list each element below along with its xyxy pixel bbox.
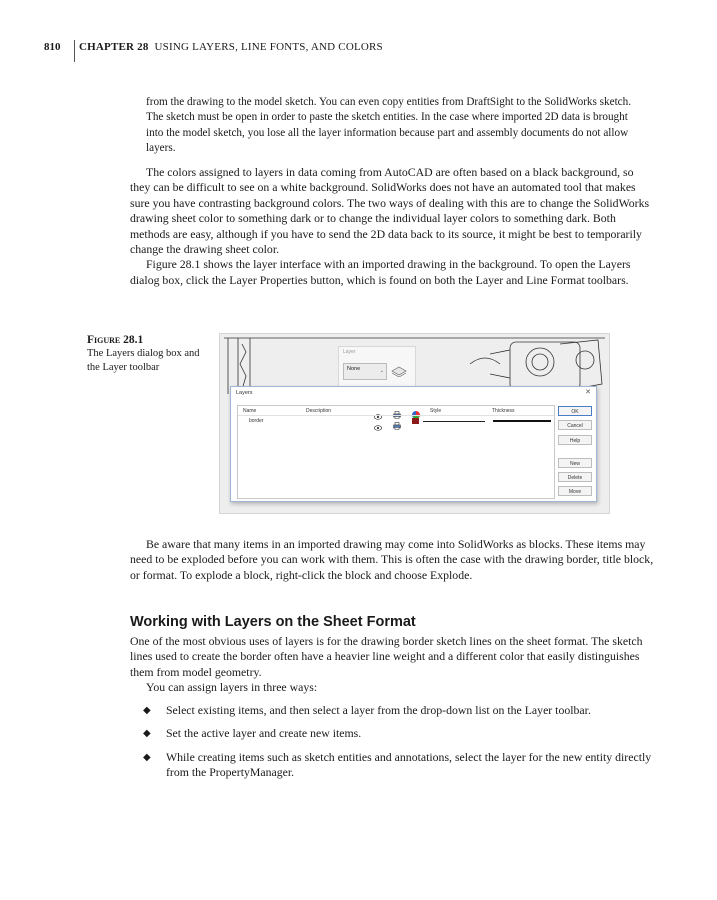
row-visibility-icon[interactable]: [374, 418, 382, 436]
list-item: [130, 726, 654, 741]
figure-caption: [87, 333, 207, 375]
column-description[interactable]: Description: [306, 408, 332, 414]
layer-properties-icon[interactable]: [391, 365, 407, 377]
delete-button[interactable]: Delete: [558, 472, 592, 482]
body-text-section: [130, 634, 654, 696]
ok-button[interactable]: OK: [558, 406, 592, 416]
paragraph-colors: The colors assigned to layers in data coming from AutoCAD are often based on a black background, so they can be difficult to see on a white background. SolidWorks does not have an automated tool that makes sure you have contrasting background colors. The two ways of dealing with this are to change the SolidWorks drawing sheet color to something dark or to change the individual layer colors to something dark. Both methods are easy, although if you have to send the 2D data back to its source, it might be best to temporarily change the drawing sheet color.: [130, 165, 650, 257]
section-heading: Working with Layers on the Sheet Format: [130, 614, 416, 630]
figure-layers-screenshot: [219, 333, 610, 514]
column-thickness[interactable]: Thickness: [492, 408, 515, 414]
list-item-text: Select existing items, and then select a layer from the drop-down list on the Layer toolbar.: [166, 703, 591, 717]
chapter-label: CHAPTER 28: [79, 41, 149, 53]
diamond-bullet-icon: ◆: [143, 705, 151, 716]
header-divider: [74, 40, 75, 62]
layers-dialog: [230, 386, 597, 502]
layer-dropdown[interactable]: [343, 363, 387, 380]
chevron-down-icon: ⌄: [379, 368, 384, 374]
layer-list: [237, 405, 555, 499]
row-style-line[interactable]: [423, 421, 485, 422]
layer-row-name[interactable]: border: [249, 418, 264, 424]
list-item-text: Set the active layer and create new items.: [166, 726, 362, 741]
paragraph-assign: You can assign layers in three ways:: [146, 680, 318, 695]
note-text: from the drawing to the model sketch. You can even copy entities from DraftSight to the SolidWorks sketch. The sketch must be open in order to paste the sketch entities. In the case where imported 2D data is brought into the model sketch, you lose all the layer information because part and assembly documents do not allow layers.: [146, 96, 632, 154]
column-style[interactable]: Style: [430, 408, 442, 414]
close-icon[interactable]: ✕: [585, 389, 591, 396]
note-block: [146, 95, 648, 156]
list-item: [130, 750, 654, 781]
list-item-text: While creating items such as sketch entities and annotations, select the layer for the new entity directly from the PropertyManager.: [166, 749, 652, 780]
chapter-title: USING LAYERS, LINE FONTS, AND COLORS: [154, 41, 383, 53]
figure-caption-text: The Layers dialog box and the Layer toolbar: [87, 348, 200, 373]
paragraph-section-intro: One of the most obvious uses of layers is for the drawing border sketch lines on the sheet format. The sketch lines used to create the border often have a heavier line weight and a different color that easily distinguishes them from model geometry.: [130, 634, 643, 679]
chapter-heading: [79, 40, 383, 53]
bullet-list: [130, 703, 654, 789]
body-text-middle: [130, 537, 654, 583]
dialog-title: Layers: [236, 390, 253, 396]
help-button[interactable]: Help: [558, 435, 592, 445]
layer-toolbar: [338, 346, 416, 388]
figure-label: Figure 28.1: [87, 334, 144, 346]
new-button[interactable]: New: [558, 458, 592, 468]
diamond-bullet-icon: ◆: [143, 728, 151, 740]
row-printer-icon[interactable]: [393, 417, 401, 435]
paragraph-blocks: Be aware that many items in an imported drawing may come into SolidWorks as blocks. These items may need to be exploded before you can work with them. This is often the case with the drawing border, title block, or format. To explode a block, right-click the block and choose Explode.: [130, 537, 654, 582]
diamond-bullet-icon: ◆: [143, 751, 151, 763]
running-header: [44, 40, 383, 62]
layer-toolbar-title: Layer: [343, 349, 356, 355]
paragraph-figure-ref: Figure 28.1 shows the layer interface with an imported drawing in the background. To open the Layers dialog box, click the Layer Properties button, which is found on both the Layer and Line Format toolbars.: [130, 257, 631, 287]
row-thickness-line[interactable]: [493, 420, 551, 422]
list-header-divider: [238, 415, 554, 416]
page-number: 810: [44, 41, 61, 53]
body-text-top: [130, 165, 654, 288]
layer-dropdown-value: None: [347, 366, 361, 372]
row-color-swatch[interactable]: [412, 418, 419, 424]
column-name[interactable]: Name: [243, 408, 257, 414]
move-button[interactable]: Move: [558, 486, 592, 496]
cancel-button[interactable]: Cancel: [558, 420, 592, 430]
list-item: [130, 703, 654, 718]
